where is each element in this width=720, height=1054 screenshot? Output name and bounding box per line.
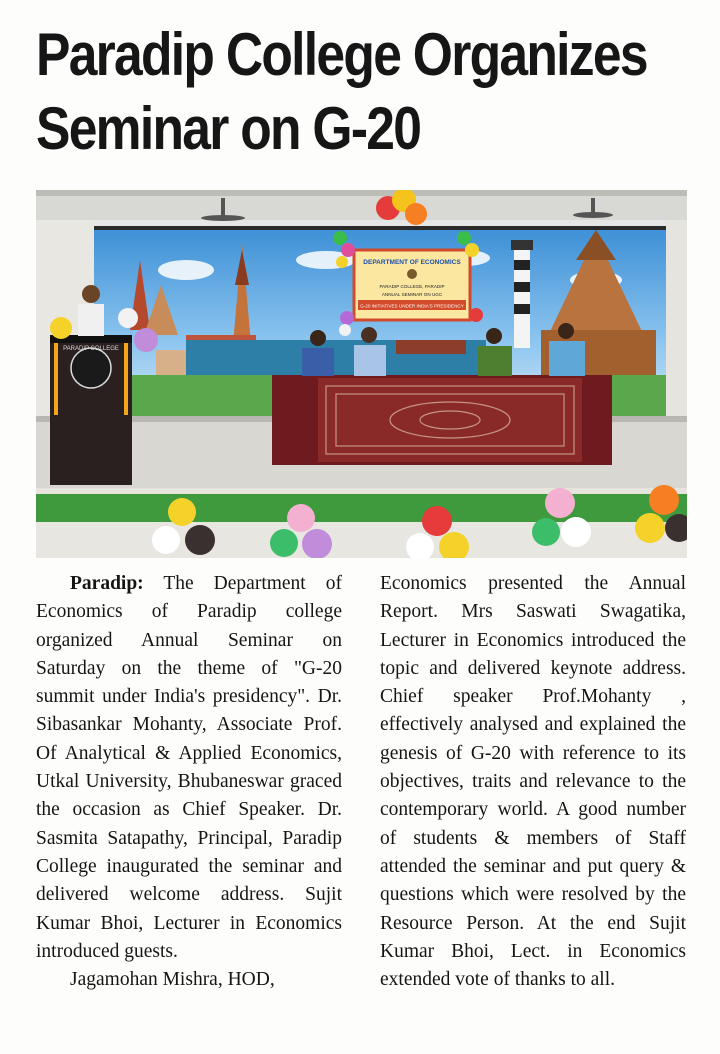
seminar-photo	[36, 190, 687, 558]
article-paragraph	[36, 570, 342, 966]
headline-line-2: Seminar on G-20	[36, 95, 421, 162]
article-column-left	[36, 570, 342, 994]
banner-college: PARADIP COLLEGE, PARADIP	[379, 284, 445, 289]
banner-seminar: ANNUAL SEMINAR ON UGC	[381, 292, 443, 297]
headline	[36, 18, 647, 166]
article-text-1: The Department of Economics of Paradip college organized Annual Seminar on Saturday on the theme of "G-20 summit under India's presidency". Dr. Sibasankar Mohanty, Associate Prof. Of Analytical & Applied Economics, Utkal University, Bhubaneswar graced the occasion as Chief Speaker. Dr. Sasmita Satapathy, Principal, Paradip College inaugurated the seminar and delivered welcome address. Sujit Kumar Bhoi, Lecturer in Economics introduced guests.	[36, 573, 342, 962]
dateline: Paradip:	[70, 573, 144, 594]
banner-title: DEPARTMENT OF ECONOMICS	[363, 259, 461, 266]
podium-label: PARADIP COLLEGE	[63, 346, 119, 352]
article-paragraph	[380, 570, 686, 994]
article-text-3: Economics presented the Annual Report. Mrs Saswati Swagatika, Lecturer in Economics introduced the topic and delivered keynote address. Chief speaker Prof.Mohanty , effectively analysed and explained the genesis of G-20 with reference to its objectives, traits and relevance to the contemporary world. A good number of students & members of Staff attended the seminar and put query & questions which were resolved by the Resource Person. At the end Sujit Kumar Bhoi, Lect. in Economics extended vote of thanks to all.	[380, 573, 686, 991]
article-text-2: Jagamohan Mishra, HOD,	[70, 969, 275, 991]
article-paragraph	[36, 966, 342, 994]
article-body	[36, 570, 688, 1050]
headline-line-1: Paradip College Organizes	[36, 21, 647, 88]
banner-theme: G-20 INITIATIVES UNDER INDIA'S PRESIDENCY	[360, 303, 464, 309]
article-column-right	[380, 570, 686, 994]
